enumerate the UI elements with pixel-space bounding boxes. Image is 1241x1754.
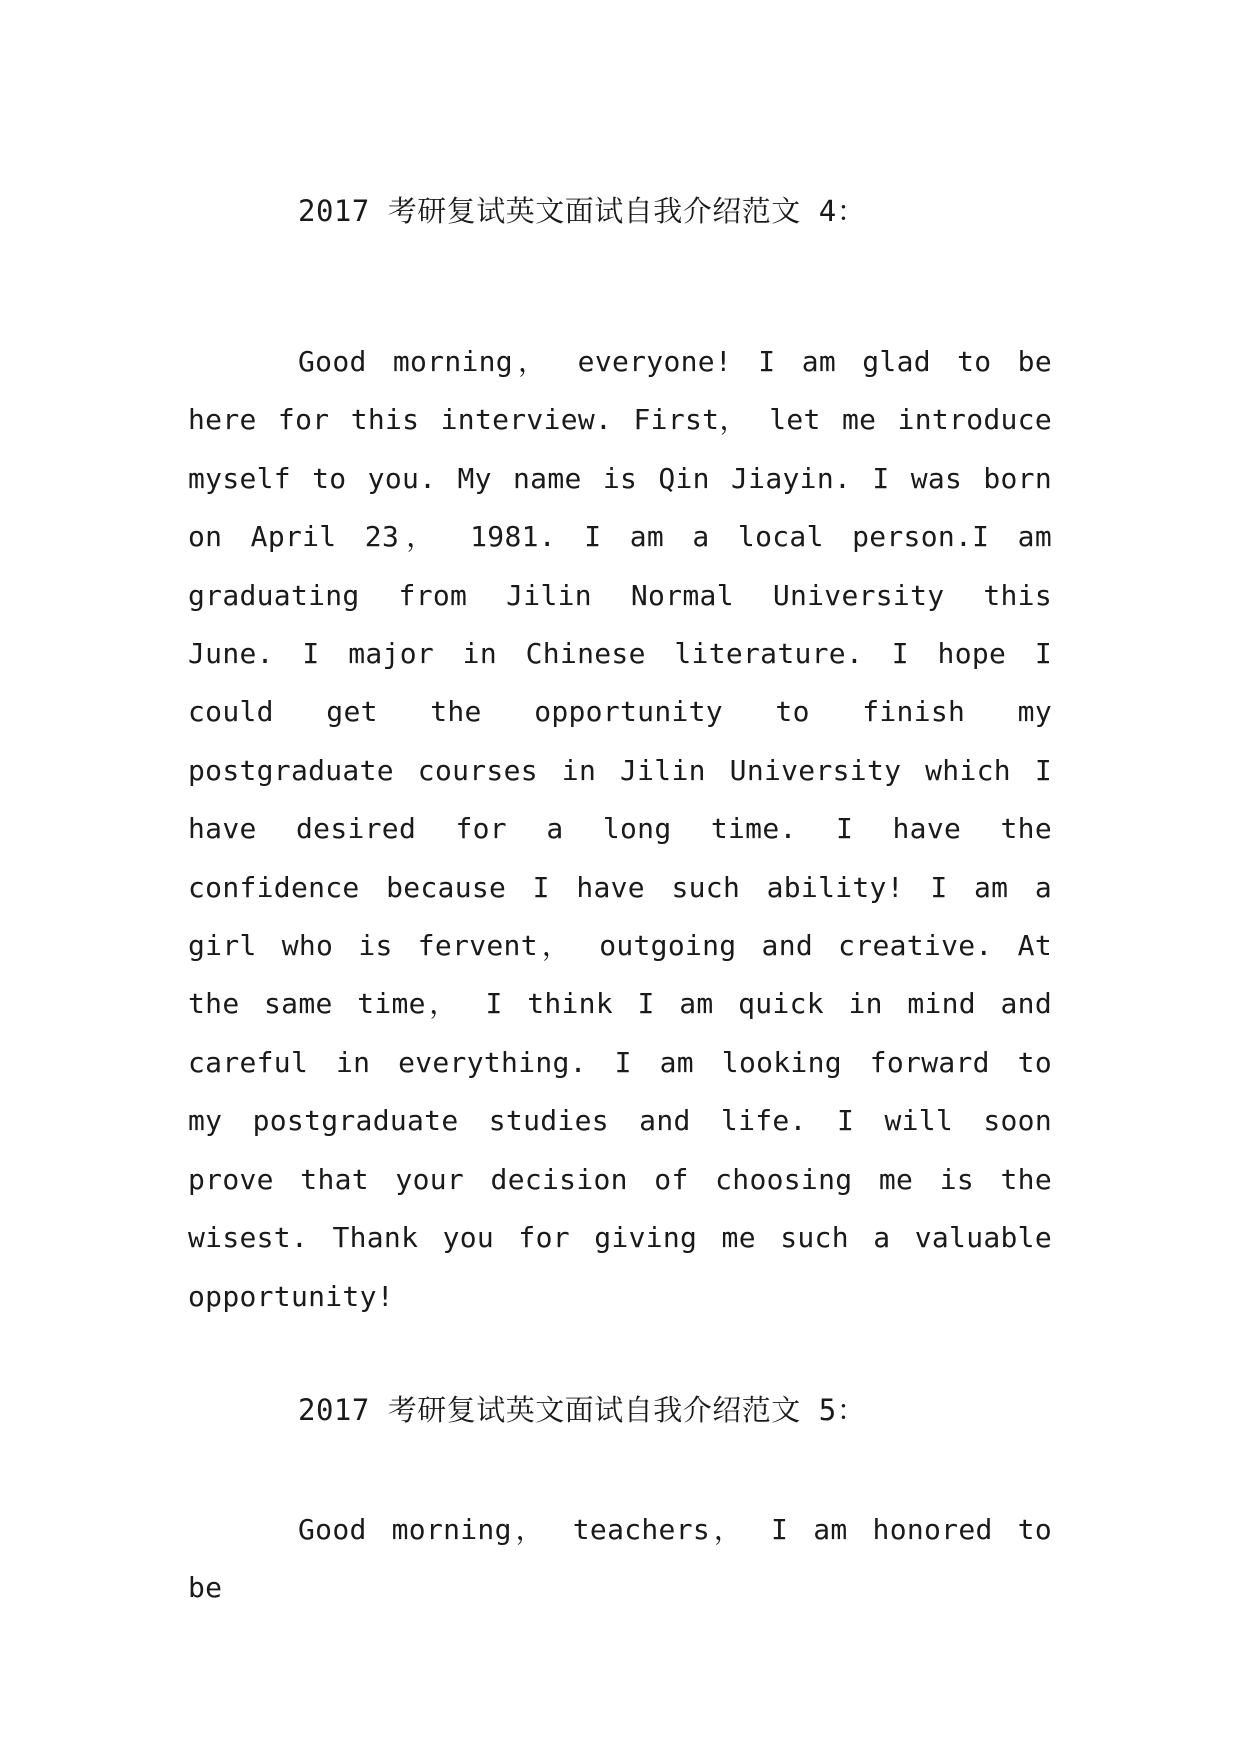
section-paragraph: Good morning， everyone! I am glad to be here for this interview. First， let me introduce myself to you. My name is Qin Jiayin. I was born on April 23， 1981. I am a local person.I am graduating from Jilin Normal University this June. I major in Chinese literature. I hope I could get the opportunity to finish my postgraduate courses in Jilin University which I have desired for a long time. I have the confidence because I have such ability! I am a girl who is fervent， outgoing and creative. At the same time， I think I am quick in mind and careful in everything. I am looking forward to my postgraduate studies and life. I will soon prove that your decision of choosing me is the wisest. Thank you for giving me such a valuable opportunity! bbox=[188, 345, 1052, 1313]
section-paragraph: Good morning， teachers， I am honored to be bbox=[188, 1513, 1052, 1605]
section-heading: 2017 考研复试英文面试自我介绍范文 4： bbox=[298, 194, 867, 228]
section-heading: 2017 考研复试英文面试自我介绍范文 5： bbox=[298, 1393, 867, 1427]
